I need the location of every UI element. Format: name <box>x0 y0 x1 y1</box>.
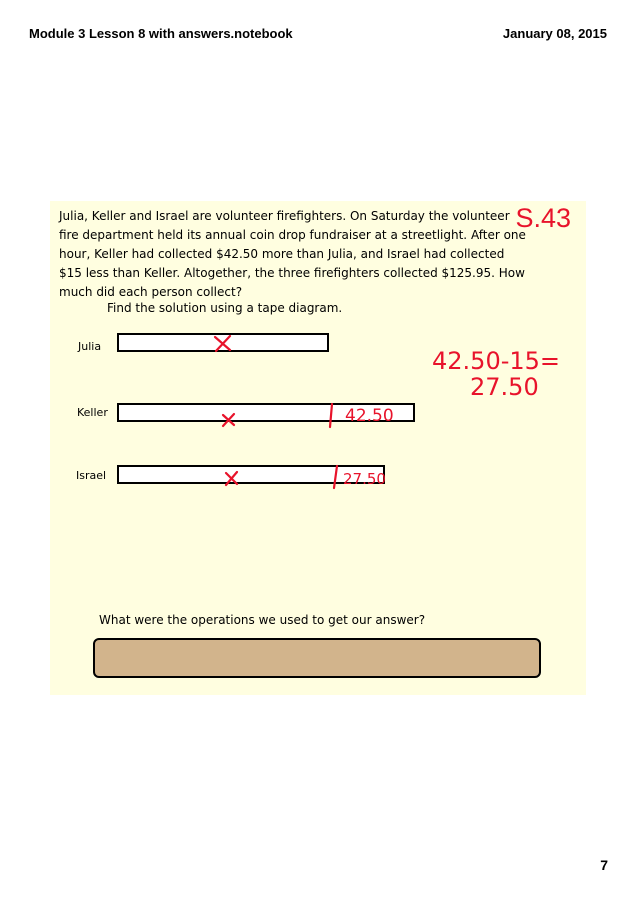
x-mark-julia <box>215 336 230 351</box>
handwriting-line2: 27.50 <box>470 373 539 401</box>
x-mark-keller <box>223 414 234 426</box>
standard-reference: S.43 <box>515 203 571 233</box>
word-problem-text: Julia, Keller and Israel are volunteer firefighters. On Saturday the volunteer fire department held its annual coin drop fundraiser at a streetlight. After one hour, Keller had collected $42.50 more than Julia, and Israel had collected $15 less than Keller. Altogether, the three firefighters collected $125.95. How much did each person collect? <box>59 209 526 299</box>
instruction-text: Find the solution using a tape diagram. <box>107 301 343 315</box>
divider-keller <box>330 404 332 427</box>
handwriting-line1: 42.50-15= <box>432 347 561 375</box>
divider-israel <box>334 466 337 488</box>
operations-question: What were the operations we used to get our answer? <box>99 613 426 627</box>
row-label-keller: Keller <box>77 406 108 419</box>
row-label-julia: Julia <box>78 340 102 353</box>
page-number: 7 <box>600 857 608 873</box>
israel-extra-value: 27.50 <box>343 470 386 488</box>
x-mark-israel <box>226 472 237 485</box>
notebook-title: Module 3 Lesson 8 with answers.notebook <box>29 26 293 41</box>
row-label-israel: Israel <box>76 469 107 482</box>
notebook-date: January 08, 2015 <box>502 26 607 41</box>
keller-extra-value: 42.50 <box>345 406 394 426</box>
